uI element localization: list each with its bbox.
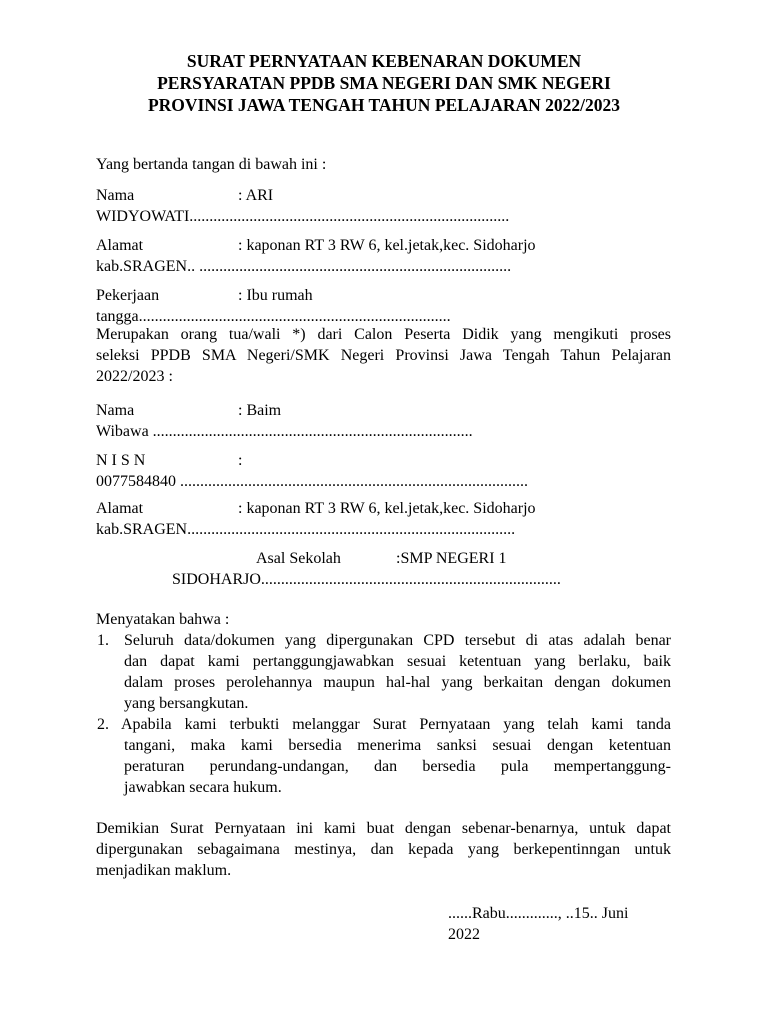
point-2-line-2: tangani, maka kami bersedia menerima sanksi sesuai dengan ketentuan <box>124 737 671 754</box>
student-name-continued: Wibawa ................................................................................ <box>96 423 473 440</box>
point-1-line-4: yang bersangkutan. <box>124 695 249 712</box>
date-line-1: ......Rabu............., ..15.. Juni <box>448 905 629 922</box>
statement-line-3: 2022/2023 : <box>96 368 173 385</box>
student-school-continued: SIDOHARJO........................................................................... <box>172 571 561 588</box>
point-1-number: 1. <box>97 632 109 649</box>
date-line-2: 2022 <box>448 926 480 943</box>
closing-line-1: Demikian Surat Pernyataan ini kami buat dengan sebenar-benarnya, untuk dapat <box>96 820 671 837</box>
parent-name-label: Nama <box>96 187 135 204</box>
student-nisn-value: 0077584840 ....................................................................................... <box>96 473 528 490</box>
student-school-value: :SMP NEGERI 1 <box>396 550 507 567</box>
parent-address-continued: kab.SRAGEN.. .............................................................................. <box>96 258 512 275</box>
point-1-line-3: dalam proses perolehannya maupun hal-hal yang berkaitan dengan dokumen <box>124 674 671 691</box>
student-nisn-label: N I S N <box>96 452 146 469</box>
student-name-label: Nama <box>96 402 135 419</box>
document-title <box>60 50 708 116</box>
student-address-value: : kaponan RT 3 RW 6, kel.jetak,kec. Sidoharjo <box>238 500 536 517</box>
student-address-label: Alamat <box>96 500 144 517</box>
title-line-3: PROVINSI JAWA TENGAH TAHUN PELAJARAN 2022/2023 <box>147 95 621 115</box>
title-line-2: PERSYARATAN PPDB SMA NEGERI DAN SMK NEGERI <box>157 73 611 93</box>
point-1-line-1: Seluruh data/dokumen yang dipergunakan CPD tersebut di atas adalah benar <box>124 632 671 649</box>
student-name-value: : Baim <box>238 402 282 419</box>
parent-occupation-value: : Ibu rumah <box>238 287 313 304</box>
declaration-heading: Menyatakan bahwa : <box>96 611 230 628</box>
parent-name-value: : ARI <box>238 187 274 204</box>
statement-line-1: Merupakan orang tua/wali *) dari Calon Peserta Didik yang mengikuti proses <box>96 326 671 343</box>
student-nisn-colon: : <box>238 452 243 469</box>
point-2-line-3: peraturan perundang-undangan, dan bersedia pula mempertanggung- <box>124 758 671 775</box>
title-line-1: SURAT PERNYATAAN KEBENARAN DOKUMEN <box>186 51 582 71</box>
parent-occupation-label: Pekerjaan <box>96 287 160 304</box>
point-2-number: 2. <box>97 716 109 733</box>
parent-occupation-continued: tangga.............................................................................. <box>96 308 451 325</box>
point-2-line-1: Apabila kami terbukti melanggar Surat Pernyataan yang telah kami tanda <box>121 716 671 733</box>
closing-line-3: menjadikan maklum. <box>96 862 232 879</box>
parent-name-continued: WIDYOWATI................................................................................ <box>96 208 510 225</box>
statement-line-2: seleksi PPDB SMA Negeri/SMK Negeri Provinsi Jawa Tengah Tahun Pelajaran <box>96 347 671 364</box>
point-1-line-2: dan dapat kami pertanggungjawabkan sesuai ketentuan yang berlaku, baik <box>124 653 671 670</box>
student-address-continued: kab.SRAGEN.................................................................................. <box>96 521 516 538</box>
parent-address-value: : kaponan RT 3 RW 6, kel.jetak,kec. Sidoharjo <box>238 237 536 254</box>
closing-line-2: dipergunakan sebagaimana mestinya, dan kepada yang berkepentinngan untuk <box>96 841 671 858</box>
student-school-label: Asal Sekolah <box>256 550 341 567</box>
point-2-line-4: jawabkan secara hukum. <box>124 779 282 796</box>
parent-address-label: Alamat <box>96 237 144 254</box>
intro-text: Yang bertanda tangan di bawah ini : <box>96 156 327 173</box>
